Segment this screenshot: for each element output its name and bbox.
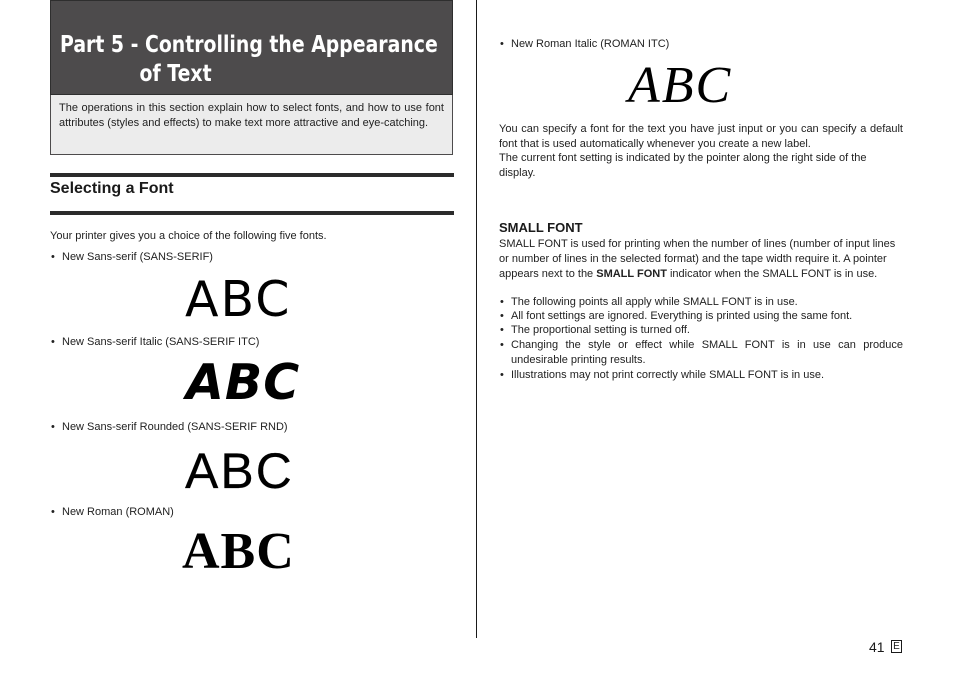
list-item [500,338,903,368]
small-font-point: The proportional setting is turned off. [511,324,690,336]
list-item [500,309,903,324]
small-font-point: Changing the style or effect while SMALL FONT is in use can produce undesirable printing results. [511,339,903,366]
bullet-dot: • [500,324,504,336]
small-font-desc-pre: SMALL FONT is used for printing when the number of lines (number of input lines or number of lines in the selected format) and the tape width require it. A pointer appears next to the [499,238,896,280]
font-pointer-note: The current font setting is indicated by the pointer along the right side of the display. [499,152,867,179]
page-title [60,31,438,89]
list-item [51,420,451,435]
section-rule-bottom [50,211,454,215]
font-sample-sans-serif-italic: ABC [186,354,301,411]
font-label: New Sans-serif (SANS-SERIF) [62,251,213,263]
font-description: You can specify a font for the text you have just input or you can specify a default font that is used automatically whenever you create a new label. [499,123,903,150]
page-number: 41 [869,639,885,655]
bullet-dot: • [51,506,55,518]
list-item [500,323,903,338]
small-font-point: The following points all apply while SMALL FONT is in use. [511,296,798,308]
language-mark: E [891,640,902,653]
bullet-dot: • [500,369,504,381]
column-divider [476,0,477,638]
title-line-2: of Text [139,61,212,87]
font-label: New Roman Italic (ROMAN ITC) [511,38,670,50]
small-font-heading: SMALL FONT [499,220,583,235]
font-sample-sans-serif: ABC [185,271,292,328]
part-header [50,0,453,95]
bullet-dot: • [500,38,504,50]
section-rule-top [50,173,454,177]
list-item [51,335,451,350]
font-sample-sans-serif-rounded: ABC [185,443,294,499]
section-heading: Selecting a Font [50,180,174,197]
font-label: New Roman (ROMAN) [62,506,174,518]
intro-box: The operations in this section explain how to select fonts, and how to use font attributes (styles and effects) to make text more attractive and eye-catching. [50,95,453,155]
bullet-dot: • [51,336,55,348]
bullet-dot: • [51,421,55,433]
font-sample-roman: ABC [182,523,295,580]
list-item [500,368,903,383]
small-font-description [499,237,903,282]
bullet-dot: • [500,296,504,308]
font-label: New Sans-serif Rounded (SANS-SERIF RND) [62,421,288,433]
list-item [500,37,900,52]
bullet-dot: • [500,339,504,351]
small-font-point: All font settings are ignored. Everything is printed using the same font. [511,310,853,322]
list-item [51,505,451,520]
small-font-desc-post: indicator when the SMALL FONT is in use. [666,268,878,280]
title-line-1: Part 5 - Controlling the Appearance [60,32,438,58]
list-item [500,295,903,310]
bullet-dot: • [51,251,55,263]
fonts-intro: Your printer gives you a choice of the following five fonts. [50,230,327,242]
list-item [51,250,451,265]
bullet-dot: • [500,310,504,322]
font-label: New Sans-serif Italic (SANS-SERIF ITC) [62,336,260,348]
small-font-point: Illustrations may not print correctly while SMALL FONT is in use. [511,369,824,381]
font-sample-roman-italic: ABC [628,57,733,114]
small-font-indicator-label: SMALL FONT [596,268,667,280]
